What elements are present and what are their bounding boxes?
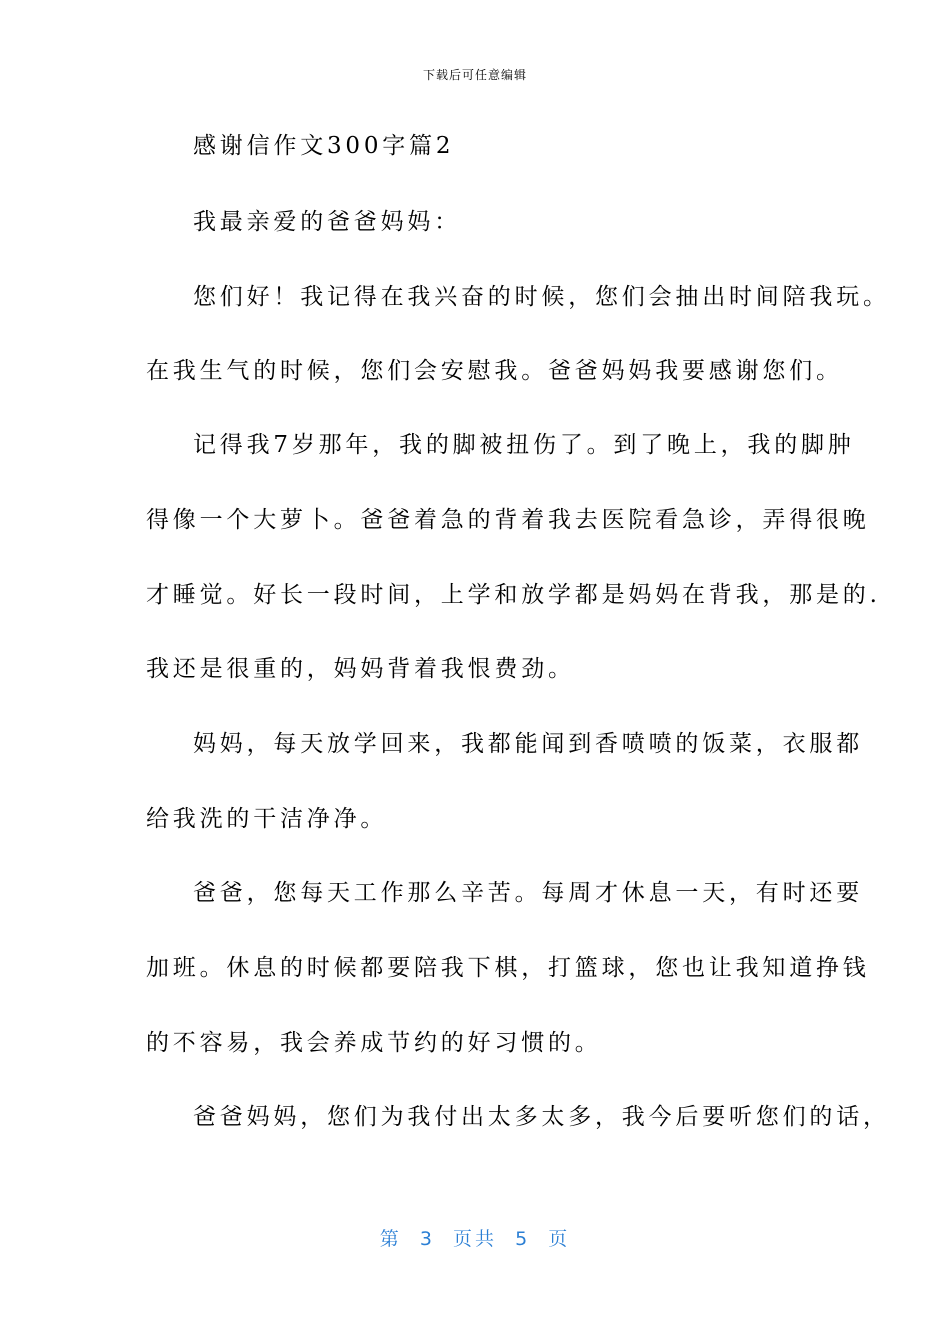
paragraph-line: 得像一个大萝卜。爸爸着急的背着我去医院看急诊，弄得很晚 (146, 507, 870, 533)
paragraph-line: 加班。休息的时候都要陪我下棋，打篮球，您也让我知道挣钱 (146, 955, 870, 981)
paragraph-line: 妈妈，每天放学回来，我都能闻到香喷喷的饭菜，衣服都 (193, 731, 863, 757)
paragraph-line: 我还是很重的，妈妈背着我恨费劲。 (146, 656, 575, 682)
header-note: 下载后可任意编辑 (422, 68, 527, 82)
paragraph-line: 的不容易，我会养成节约的好习惯的。 (146, 1030, 602, 1056)
paragraph-line: 记得我7岁那年，我的脚被扭伤了。到了晚上，我的脚肿 (193, 432, 855, 458)
paragraph-line: 才睡觉。好长一段时间，上学和放学都是妈妈在背我，那是的. (146, 582, 881, 608)
page-number-footer: 第 3 页共 5 页 (379, 1228, 571, 1250)
paragraph-line: 您们好！我记得在我兴奋的时候，您们会抽出时间陪我玩。 (193, 284, 890, 310)
paragraph-line: 爸爸，您每天工作那么辛苦。每周才休息一天，有时还要 (193, 880, 863, 906)
paragraph-line: 爸爸妈妈，您们为我付出太多太多，我今后要听您们的话， (193, 1104, 890, 1130)
paragraph-line: 给我洗的干洁净净。 (146, 806, 388, 832)
letter-title: 感谢信作文300字篇2 (193, 133, 455, 159)
letter-salutation: 我最亲爱的爸爸妈妈： (193, 209, 461, 235)
paragraph-line: 在我生气的时候，您们会安慰我。爸爸妈妈我要感谢您们。 (146, 358, 843, 384)
